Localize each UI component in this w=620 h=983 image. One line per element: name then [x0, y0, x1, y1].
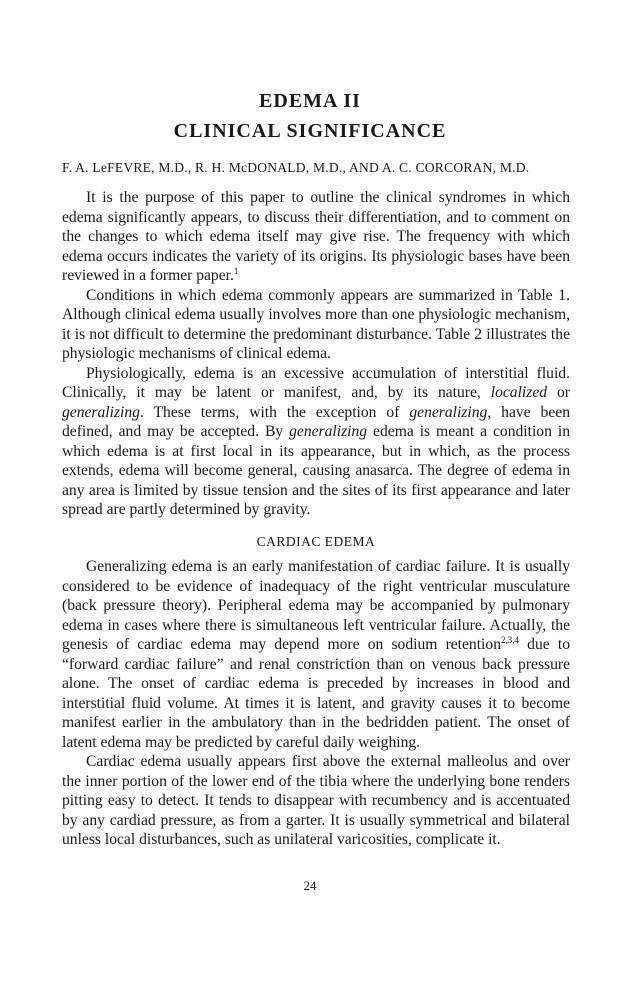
p3-seg-c: . These terms, with the exception of [139, 403, 410, 421]
p3-term-generalizing-1: generalizing [62, 403, 140, 421]
footnote-refs-2-3-4: 2,3,4 [501, 634, 519, 645]
p4-seg-b: due to “forward cardiac failure” and renal constriction than on venous back pressure alone. The onset of cardiac edema is preceded by increases in blood and interstitial fluid volume. At times it is latent, and gravity causes it to become manifest earlier in the ambulatory than in the bedridden patient. The onset of latent edema may be predicted by careful daily weighing. [62, 636, 570, 751]
p3-seg-d: , have been defined, and may be accepted. By [62, 403, 570, 440]
p4-seg-a: Generalizing edema is an early manifestation of cardiac failure. It is usually considered to be evidence of inadequacy of the right ventricular musculature (back pressure theory). Peripheral edema may be accompanied by pulmonary edema in cases where there is simultaneous left ventricular failure. Actually, the genesis of cardiac edema may depend more on sodium retention [62, 558, 570, 653]
footnote-ref-1: 1 [233, 265, 239, 276]
p3-seg-a: Physiologically, edema is an excessive accumulation of interstitial fluid. Clinically, it may be latent or manifest, and, by its nature, [62, 364, 570, 401]
paragraph-1 [62, 188, 570, 286]
title-line-2: CLINICAL SIGNIFICANCE [173, 120, 447, 142]
p3-seg-e: edema is meant a condition in which edema is at first local in its appearance, but in which, as the process extends, edema will become general, causing anasarca. The degree of edema in any area is limited by tissue tension and the sites of its first appearance and later spread are partly determined by gravity. [62, 423, 570, 518]
authors: F. A. LeFEVRE, M.D., R. H. McDONALD, M.D., AND A. C. CORCORAN, M.D. [62, 160, 530, 175]
page-number: 24 [303, 878, 317, 893]
p3-term-generalizing-3: generalizing [289, 423, 368, 440]
paragraph-2: Conditions in which edema commonly appears are summarized in Table 1. Although clinical edema usually involves more than one physiologic mechanism, it is not difficult to determine the predominant disturbance. Table 2 illustrates the physiologic mechanisms of clinical edema. [62, 286, 570, 362]
p3-term-localized: localized [490, 384, 548, 401]
paragraph-3 [62, 364, 570, 520]
section-heading: CARDIAC EDEMA [256, 533, 376, 549]
title-line-1: EDEMA II [259, 90, 361, 112]
p3-term-generalizing-2: generalizing [409, 403, 488, 421]
paragraph-1-text: It is the purpose of this paper to outline the clinical syndromes in which edema significantly appears, to discuss their differentiation, and to comment on the changes to which edema itself may give rise. The frequency with which edema occurs indicates the variety of its origins. Its physiologic bases have been reviewed in a former paper. [62, 189, 570, 284]
p3-seg-b: or [547, 384, 570, 401]
paragraph-5: Cardiac edema usually appears first above the external malleolus and over the inner portion of the lower end of the tibia where the underlying bone renders pitting easy to detect. It tends to disappear with recumbency and is accentuated by any cardiad pressure, as from a garter. It is usually symmetrical and bilateral unless local disturbances, such as unilateral varicosities, complicate it. [62, 753, 570, 848]
article-body [62, 188, 570, 850]
paragraph-4 [62, 557, 570, 752]
